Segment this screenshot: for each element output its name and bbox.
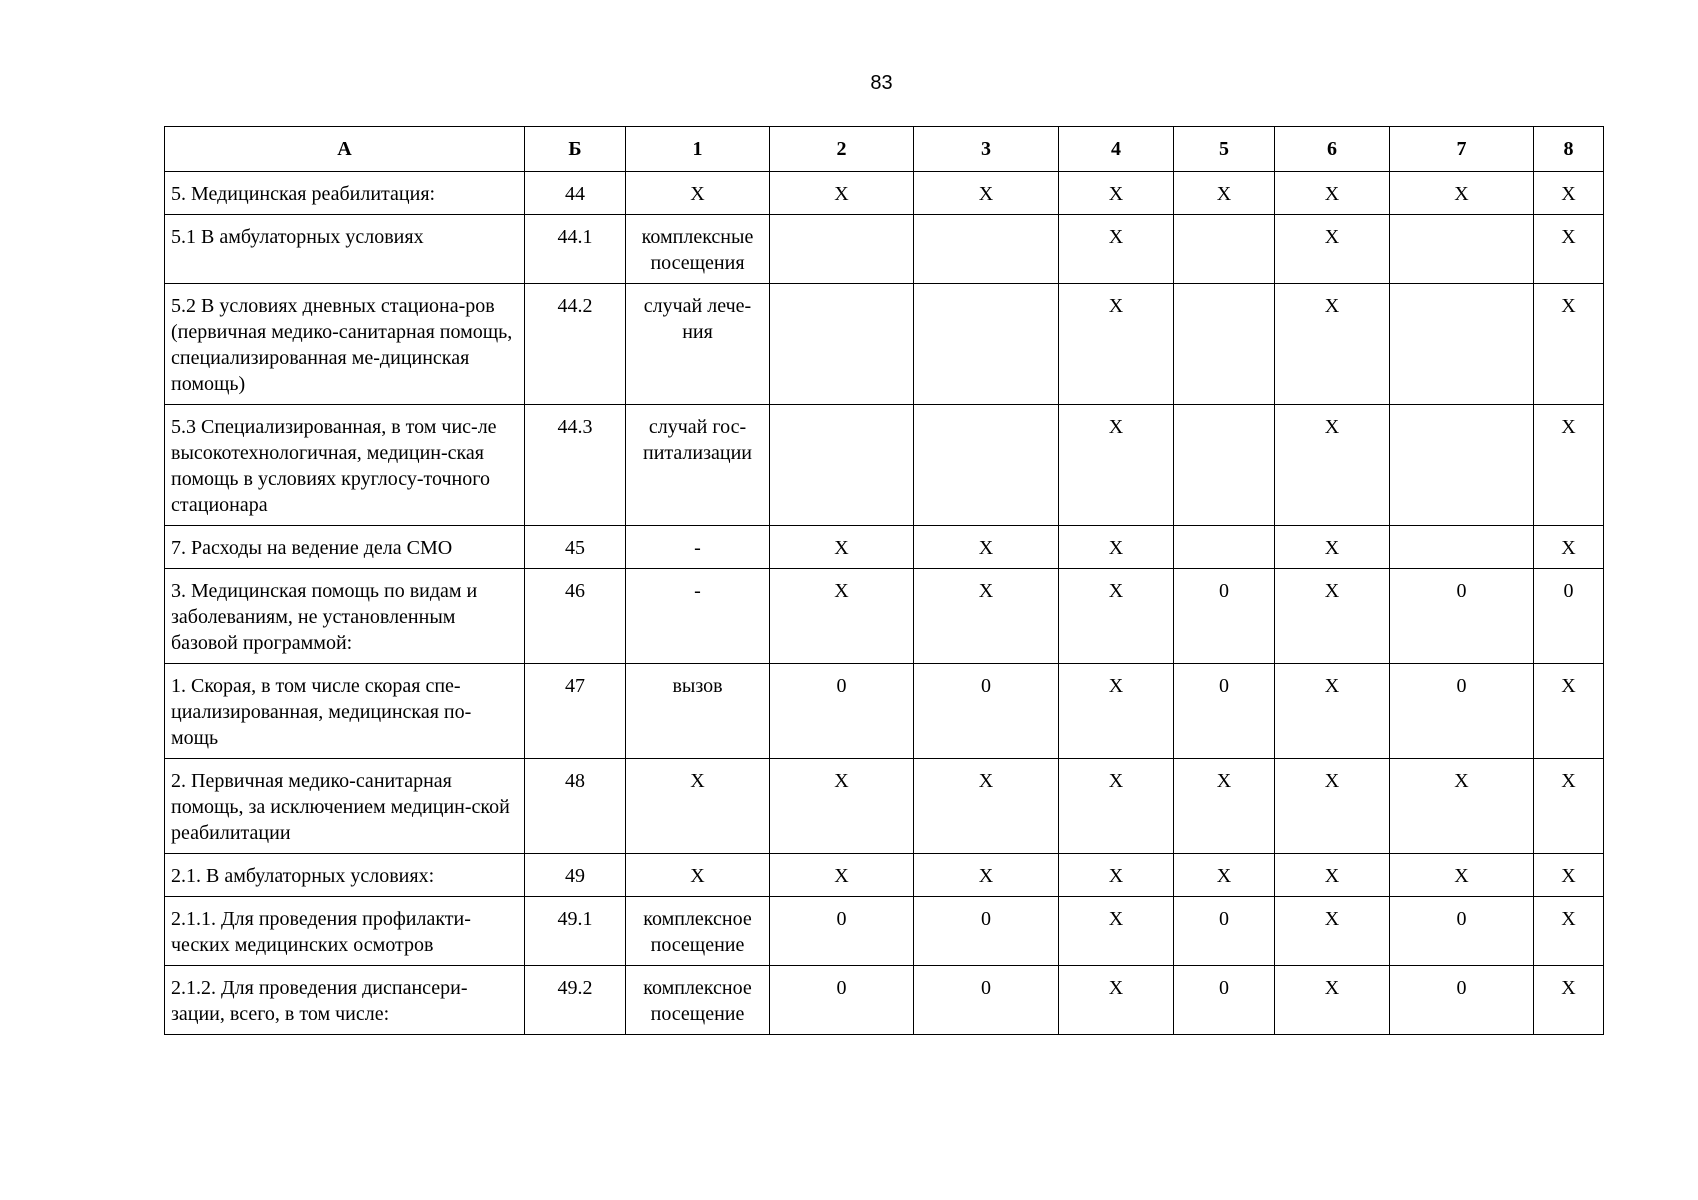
- table-row: [165, 854, 1604, 897]
- table-cell: -: [626, 526, 770, 569]
- table-cell: 44.1: [525, 215, 626, 284]
- table-cell: [770, 405, 914, 526]
- table-cell: 0: [1390, 569, 1534, 664]
- table-cell: Х: [626, 854, 770, 897]
- table-cell: 0: [1390, 966, 1534, 1035]
- table-cell: Х: [1390, 172, 1534, 215]
- table-cell: Х: [1059, 526, 1174, 569]
- table-cell: Х: [1275, 526, 1390, 569]
- table-cell: Х: [1174, 759, 1275, 854]
- table-cell: [770, 284, 914, 405]
- table-cell: Х: [1059, 569, 1174, 664]
- column-header: 5: [1174, 127, 1275, 172]
- table-cell: 46: [525, 569, 626, 664]
- table-cell: Х: [770, 569, 914, 664]
- table-cell: Х: [1275, 215, 1390, 284]
- column-header: 4: [1059, 127, 1174, 172]
- table-cell: Х: [914, 759, 1059, 854]
- table-cell: 0: [1174, 966, 1275, 1035]
- table-cell: Х: [914, 854, 1059, 897]
- table-cell: 2.1.2. Для проведения диспансери-зации, всего, в том числе:: [165, 966, 525, 1035]
- table-cell: Х: [770, 854, 914, 897]
- table-cell: 1. Скорая, в том числе скорая спе-циализированная, медицинская по-мощь: [165, 664, 525, 759]
- table-row: [165, 405, 1604, 526]
- table-row: [165, 897, 1604, 966]
- table-cell: Х: [1059, 854, 1174, 897]
- table-cell: Х: [1059, 759, 1174, 854]
- table-cell: Х: [1534, 526, 1604, 569]
- table-cell: Х: [1534, 897, 1604, 966]
- table-cell: Х: [1275, 897, 1390, 966]
- table-cell: Х: [1174, 854, 1275, 897]
- table-body: [165, 172, 1604, 1035]
- table-cell: 49: [525, 854, 626, 897]
- table-cell: 48: [525, 759, 626, 854]
- column-header: 1: [626, 127, 770, 172]
- table-cell: 0: [1174, 897, 1275, 966]
- table-cell: 44: [525, 172, 626, 215]
- table-cell: 0: [1174, 664, 1275, 759]
- table-cell: [1174, 284, 1275, 405]
- table-cell: Х: [914, 526, 1059, 569]
- column-header: А: [165, 127, 525, 172]
- table-cell: [1390, 526, 1534, 569]
- table-cell: 0: [1534, 569, 1604, 664]
- table-cell: Х: [1275, 284, 1390, 405]
- table-cell: 3. Медицинская помощь по видам и заболеваниям, не установленным базовой программой:: [165, 569, 525, 664]
- table-cell: Х: [1534, 215, 1604, 284]
- table-cell: Х: [1059, 172, 1174, 215]
- table-cell: 2.1. В амбулаторных условиях:: [165, 854, 525, 897]
- table-cell: Х: [626, 172, 770, 215]
- table-cell: Х: [1275, 759, 1390, 854]
- column-header: 6: [1275, 127, 1390, 172]
- table-cell: 45: [525, 526, 626, 569]
- table-cell: Х: [770, 526, 914, 569]
- table-cell: 5.1 В амбулаторных условиях: [165, 215, 525, 284]
- table-cell: Х: [1059, 966, 1174, 1035]
- table-cell: [914, 215, 1059, 284]
- table-cell: Х: [1534, 664, 1604, 759]
- column-header: 3: [914, 127, 1059, 172]
- table-cell: 49.1: [525, 897, 626, 966]
- table-row: [165, 759, 1604, 854]
- page-number: 83: [870, 72, 893, 94]
- table-cell: Х: [626, 759, 770, 854]
- table-row: [165, 284, 1604, 405]
- table-cell: [770, 215, 914, 284]
- table-cell: 5.3 Специализированная, в том чис-ле высокотехнологичная, медицин-ская помощь в условиях круглосу-точного стационара: [165, 405, 525, 526]
- table-cell: -: [626, 569, 770, 664]
- table-cell: вызов: [626, 664, 770, 759]
- table-row: [165, 569, 1604, 664]
- table-cell: Х: [1534, 284, 1604, 405]
- table-cell: [1390, 405, 1534, 526]
- table-cell: [914, 284, 1059, 405]
- table-cell: [1390, 284, 1534, 405]
- table-header: [165, 127, 1604, 172]
- table-cell: 0: [770, 897, 914, 966]
- table-cell: 0: [770, 966, 914, 1035]
- table-cell: Х: [1059, 664, 1174, 759]
- table-cell: Х: [1390, 759, 1534, 854]
- table-cell: комплексные посещения: [626, 215, 770, 284]
- table-cell: 0: [914, 966, 1059, 1035]
- column-header: 7: [1390, 127, 1534, 172]
- table-cell: 0: [914, 897, 1059, 966]
- table-cell: Х: [1534, 854, 1604, 897]
- table-row: [165, 526, 1604, 569]
- table-cell: Х: [1534, 759, 1604, 854]
- table-cell: 5. Медицинская реабилитация:: [165, 172, 525, 215]
- table-cell: Х: [770, 172, 914, 215]
- table-cell: 0: [1390, 664, 1534, 759]
- table-cell: Х: [1534, 966, 1604, 1035]
- table-cell: случай лече-ния: [626, 284, 770, 405]
- table-cell: Х: [770, 759, 914, 854]
- table-cell: 49.2: [525, 966, 626, 1035]
- table-cell: Х: [1275, 966, 1390, 1035]
- header-row: [165, 127, 1604, 172]
- table-cell: Х: [1275, 405, 1390, 526]
- table-cell: Х: [1174, 172, 1275, 215]
- table-cell: Х: [1275, 172, 1390, 215]
- table-cell: [1390, 215, 1534, 284]
- table-cell: Х: [1059, 284, 1174, 405]
- table-cell: [914, 405, 1059, 526]
- table-cell: 47: [525, 664, 626, 759]
- table-cell: Х: [1059, 405, 1174, 526]
- table-cell: Х: [914, 172, 1059, 215]
- table-cell: Х: [1534, 405, 1604, 526]
- table-cell: 2.1.1. Для проведения профилакти-ческих медицинских осмотров: [165, 897, 525, 966]
- data-table: [164, 126, 1604, 1035]
- table-cell: Х: [1275, 569, 1390, 664]
- table-cell: 7. Расходы на ведение дела СМО: [165, 526, 525, 569]
- table-cell: 0: [1174, 569, 1275, 664]
- table-cell: [1174, 215, 1275, 284]
- table-cell: Х: [1059, 215, 1174, 284]
- table-cell: 2. Первичная медико-санитарная помощь, за исключением медицин-ской реабилитации: [165, 759, 525, 854]
- table-row: [165, 664, 1604, 759]
- table-cell: 0: [914, 664, 1059, 759]
- table-row: [165, 172, 1604, 215]
- table-cell: комплексное посещение: [626, 897, 770, 966]
- column-header: Б: [525, 127, 626, 172]
- table-cell: 0: [1390, 897, 1534, 966]
- table-cell: 44.2: [525, 284, 626, 405]
- table-cell: [1174, 526, 1275, 569]
- table-cell: комплексное посещение: [626, 966, 770, 1035]
- table-cell: Х: [914, 569, 1059, 664]
- table-cell: 5.2 В условиях дневных стациона-ров (первичная медико-санитарная помощь, специализированная ме-дицинская помощь): [165, 284, 525, 405]
- table-cell: Х: [1059, 897, 1174, 966]
- table-row: [165, 215, 1604, 284]
- table-cell: Х: [1275, 854, 1390, 897]
- table-cell: [1174, 405, 1275, 526]
- table-cell: Х: [1390, 854, 1534, 897]
- table-cell: 0: [770, 664, 914, 759]
- table-cell: Х: [1534, 172, 1604, 215]
- column-header: 8: [1534, 127, 1604, 172]
- column-header: 2: [770, 127, 914, 172]
- table-cell: 44.3: [525, 405, 626, 526]
- table-cell: случай гос-питализации: [626, 405, 770, 526]
- table-cell: Х: [1275, 664, 1390, 759]
- table-row: [165, 966, 1604, 1035]
